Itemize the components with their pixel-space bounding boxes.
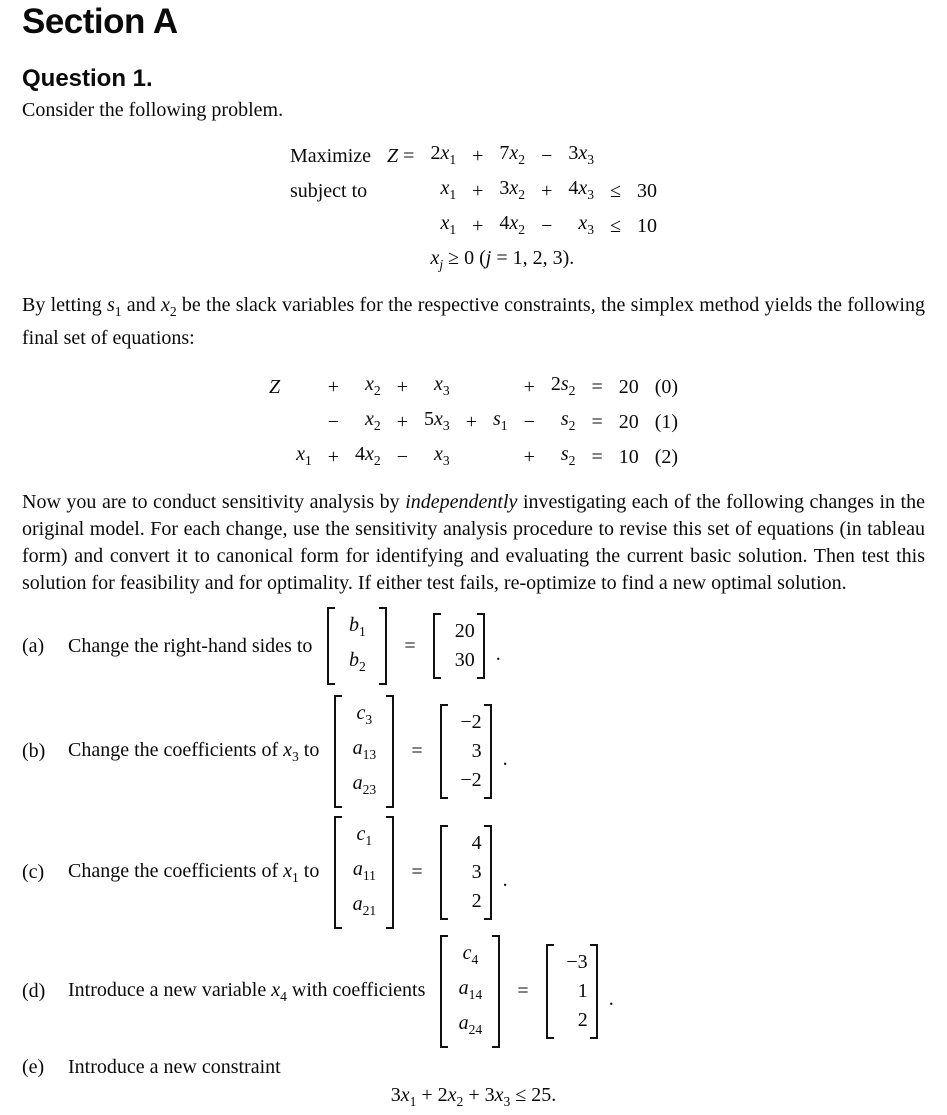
objective-row-maximize xyxy=(282,139,665,174)
item-label: (c) xyxy=(22,861,45,883)
matrix-entry: $a_{11}$ xyxy=(352,858,376,883)
matrix-entry: 4 xyxy=(471,832,482,854)
slack-variables-paragraph: By letting $s_1$ and $x_2$ be the slack variables for the respective constraints, the simplex method yields the following final set of equations: xyxy=(22,294,925,349)
period: . xyxy=(502,748,508,770)
objective-z: Z = xyxy=(387,145,415,167)
equation-row-0 xyxy=(261,370,686,405)
matrix-entry: −3 xyxy=(566,951,588,973)
inequality-sign: ≤ xyxy=(610,215,622,237)
operator: − xyxy=(541,145,553,167)
matrix-entry: −2 xyxy=(460,711,482,733)
constraint-term: $3x_2$ xyxy=(499,177,526,202)
instructions-paragraph: Now you are to conduct sensitivity analysis by independently investigating each of the following changes in the original model. For each change, use the sensitivity analysis procedure to revise this set of equations (in tableau form) and convert it to canonical form for identifying and evaluating the current basic solution. Then test this solution for feasibility and for optimality. If either test fails, re-optimize to find a new optimal solution. xyxy=(22,491,925,594)
matrix-entry: $a_{24}$ xyxy=(458,1012,483,1037)
eq-rhs: 20 xyxy=(618,376,639,398)
constraint-term: $x_1$ xyxy=(440,212,457,237)
eq-term: $x_2$ xyxy=(365,408,381,433)
eq-term: $s_2$ xyxy=(560,408,576,433)
item-text: Change the right-hand sides to xyxy=(68,634,313,657)
operator: + xyxy=(523,446,535,468)
operator: + xyxy=(472,145,484,167)
equals-sign: = xyxy=(591,446,603,468)
constraint-rhs: 30 xyxy=(637,180,658,202)
period: . xyxy=(608,988,614,1010)
item-text: Introduce a new constraint xyxy=(68,1056,281,1078)
equals-sign: = xyxy=(404,634,416,657)
eq-term: $4x_2$ xyxy=(355,443,381,468)
item-label: (e) xyxy=(22,1056,45,1078)
eq-term: $x_3$ xyxy=(434,443,450,468)
matrix-entry: $a_{14}$ xyxy=(458,977,483,1002)
section-title: Section A xyxy=(22,2,178,41)
item-text: Introduce a new variable $x_4$ with coefficients xyxy=(68,978,426,1004)
equals-sign: = xyxy=(411,740,423,762)
item-e xyxy=(22,1056,925,1079)
objective-term: $2x_1$ xyxy=(430,142,457,167)
operator: + xyxy=(472,180,484,202)
matrix-entry: 20 xyxy=(454,620,475,642)
period: . xyxy=(495,642,501,665)
objective-term: $7x_2$ xyxy=(499,142,526,167)
matrix-entry: 3 xyxy=(471,740,482,762)
item-label: (d) xyxy=(22,980,46,1002)
equation-number: (0) xyxy=(654,376,679,398)
matrix-rhs xyxy=(440,825,492,920)
operator: + xyxy=(327,446,340,468)
operator: + xyxy=(472,215,484,237)
equals-sign: = xyxy=(591,411,603,433)
matrix-entry: 2 xyxy=(577,1009,588,1031)
matrix-entry: $c_4$ xyxy=(462,942,479,967)
period: . xyxy=(502,869,508,891)
equals-sign: = xyxy=(517,980,529,1002)
item-b xyxy=(22,695,925,808)
equation-number: (2) xyxy=(654,446,679,468)
constraint-rhs: 10 xyxy=(637,215,658,237)
matrix-lhs xyxy=(440,935,500,1048)
eq-term: $x_2$ xyxy=(365,373,381,398)
matrix-entry: $a_{21}$ xyxy=(352,893,377,918)
eq-z: Z xyxy=(268,376,281,398)
constraint-term: $4x_2$ xyxy=(499,212,526,237)
matrix-entry: $b_2$ xyxy=(349,649,366,674)
eq-term: $x_3$ xyxy=(434,373,450,398)
operator: + xyxy=(541,180,553,202)
matrix-entry: $a_{23}$ xyxy=(352,772,377,797)
matrix-rhs xyxy=(546,944,598,1039)
operator: + xyxy=(523,376,535,398)
eq-term: $x_1$ xyxy=(296,443,312,468)
operator: + xyxy=(327,376,340,398)
constraint-row-1 xyxy=(282,174,665,209)
maximize-label: Maximize xyxy=(289,145,372,167)
matrix-entry: 2 xyxy=(471,890,482,912)
eq-term: $s_2$ xyxy=(560,443,576,468)
operator: + xyxy=(396,376,408,398)
objective-term: $3x_3$ xyxy=(568,142,595,167)
equals-sign: = xyxy=(591,376,603,398)
constraint-row-2 xyxy=(282,209,665,244)
nonnegativity-row xyxy=(282,244,665,279)
matrix-entry: 1 xyxy=(577,980,588,1002)
operator: − xyxy=(523,411,535,433)
constraint-term: $x_3$ xyxy=(578,212,595,237)
item-label: (b) xyxy=(22,740,46,762)
operator: − xyxy=(396,446,408,468)
matrix-lhs xyxy=(334,695,394,808)
operator: − xyxy=(327,411,340,433)
item-a xyxy=(22,607,925,685)
inequality-sign: ≤ xyxy=(610,180,622,202)
equation-number: (1) xyxy=(654,411,679,433)
final-equations-block xyxy=(261,370,686,475)
equation-row-1 xyxy=(261,405,686,440)
eq-term: $5x_3$ xyxy=(424,408,450,433)
eq-rhs: 10 xyxy=(618,446,639,468)
item-c xyxy=(22,816,925,929)
operator: + xyxy=(396,411,408,433)
eq-rhs: 20 xyxy=(618,411,639,433)
matrix-entry: 3 xyxy=(471,861,482,883)
operator: + xyxy=(465,411,477,433)
matrix-entry: $a_{13}$ xyxy=(352,737,377,762)
equals-sign: = xyxy=(411,861,423,883)
item-d xyxy=(22,935,925,1048)
objective-block xyxy=(282,139,665,279)
eq-term: $2s_2$ xyxy=(550,373,576,398)
matrix-lhs xyxy=(327,607,387,685)
matrix-entry: $c_1$ xyxy=(356,823,373,848)
matrix-entry: $c_3$ xyxy=(356,702,373,727)
subject-to-label: subject to xyxy=(289,180,368,202)
constraint-term: $x_1$ xyxy=(440,177,457,202)
matrix-entry: −2 xyxy=(460,769,482,791)
matrix-lhs xyxy=(334,816,394,929)
matrix-entry: 30 xyxy=(454,649,475,671)
matrix-rhs xyxy=(433,613,485,679)
constraint-term: $4x_3$ xyxy=(568,177,595,202)
eq-term: $s_1$ xyxy=(492,408,508,433)
matrix-entry: $b_1$ xyxy=(349,614,366,639)
intro-text: Consider the following problem. xyxy=(22,99,284,121)
item-label: (a) xyxy=(22,634,45,657)
item-text: Change the coefficients of $x_3$ to xyxy=(68,738,320,764)
nonnegativity-condition: $x_j \ge 0$ (j = 1, 2, 3). xyxy=(430,247,575,272)
operator: − xyxy=(541,215,553,237)
matrix-rhs xyxy=(440,704,492,799)
equation-row-2 xyxy=(261,440,686,475)
question-title: Question 1. xyxy=(22,65,153,92)
item-text: Change the coefficients of $x_1$ to xyxy=(68,859,320,885)
new-constraint-equation: $3x_1 + 2x_2 + 3x_3 \le 25$. xyxy=(390,1084,557,1109)
